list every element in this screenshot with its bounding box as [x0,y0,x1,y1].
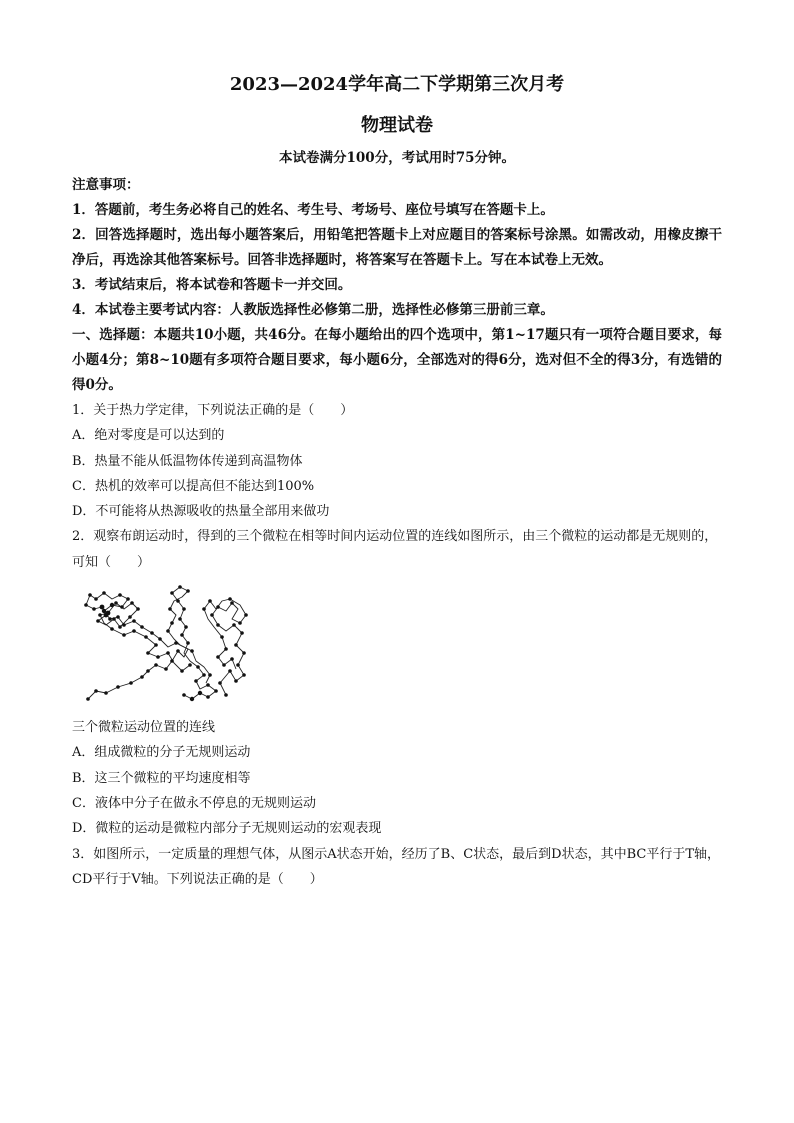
question-1-option-a: A．绝对零度是可以达到的 [72,428,225,444]
note-item-1: 1．答题前，考生务必将自己的姓名、考生号、考场号、座位号填写在答题卡上。 [72,202,554,218]
question-1-stem: 1．关于热力学定律，下列说法正确的是（ ） [72,403,354,418]
question-2-stem: 2．观察布朗运动时，得到的三个微粒在相等时间内运动位置的连线如图所示，由三个微粒的运动都是无规则的，可知（ ） [72,529,718,570]
question-2-option-b: B．这三个微粒的平均速度相等 [72,770,251,786]
question-1-option-b: B．热量不能从低温物体传递到高温物体 [72,453,303,469]
exam-title: 2023—2024学年高二下学期第三次月考 [229,74,565,95]
brownian-motion-figure [76,579,256,711]
note-item-4: 4．本试卷主要考试内容：人教版选择性必修第二册，选择性必修第三册前三章。 [72,302,554,318]
note-item-3: 3．考试结束后，将本试卷和答题卡一并交回。 [72,277,352,293]
question-2-option-a: A．组成微粒的分子无规则运动 [72,745,251,761]
score-time-line: 本试卷满分100分，考试用时75分钟。 [279,150,515,166]
subject-title: 物理试卷 [361,115,433,136]
notes-heading: 注意事项： [72,177,140,193]
question-3-stem: 3．如图所示，一定质量的理想气体，从图示A状态开始，经历了B、C状态，最后到D状态，其中BC平行于T轴，CD平行于V轴。下列说法正确的是（ ） [72,846,720,887]
exam-body [72,173,722,892]
section-1-intro: 一、选择题：本题共10小题，共46分。在每小题给出的四个选项中，第1~17题只有一项符合题目要求，每小题4分；第8~10题有多项符合题目要求，每小题6分，全部选对的得6分，选对但不全的得3分，有选错的得0分。 [72,327,722,393]
figure-caption: 三个微粒运动位置的连线 [72,720,216,736]
question-1-option-d: D．不可能将从热源吸收的热量全部用来做功 [72,504,330,520]
note-item-2: 2．回答选择题时，选出每小题答案后，用铅笔把答题卡上对应题目的答案标号涂黑。如需改动，用橡皮擦干净后，再选涂其他答案标号。回答非选择题时，将答案写在答题卡上。写在本试卷上无效。 [72,227,722,268]
question-2-option-d: D．微粒的运动是微粒内部分子无规则运动的宏观表现 [72,821,382,837]
particle-path-3 [204,599,246,695]
question-2-option-c: C．液体中分子在做永不停息的无规则运动 [72,795,316,811]
question-1-option-c: C．热机的效率可以提高但不能达到100% [72,478,315,494]
